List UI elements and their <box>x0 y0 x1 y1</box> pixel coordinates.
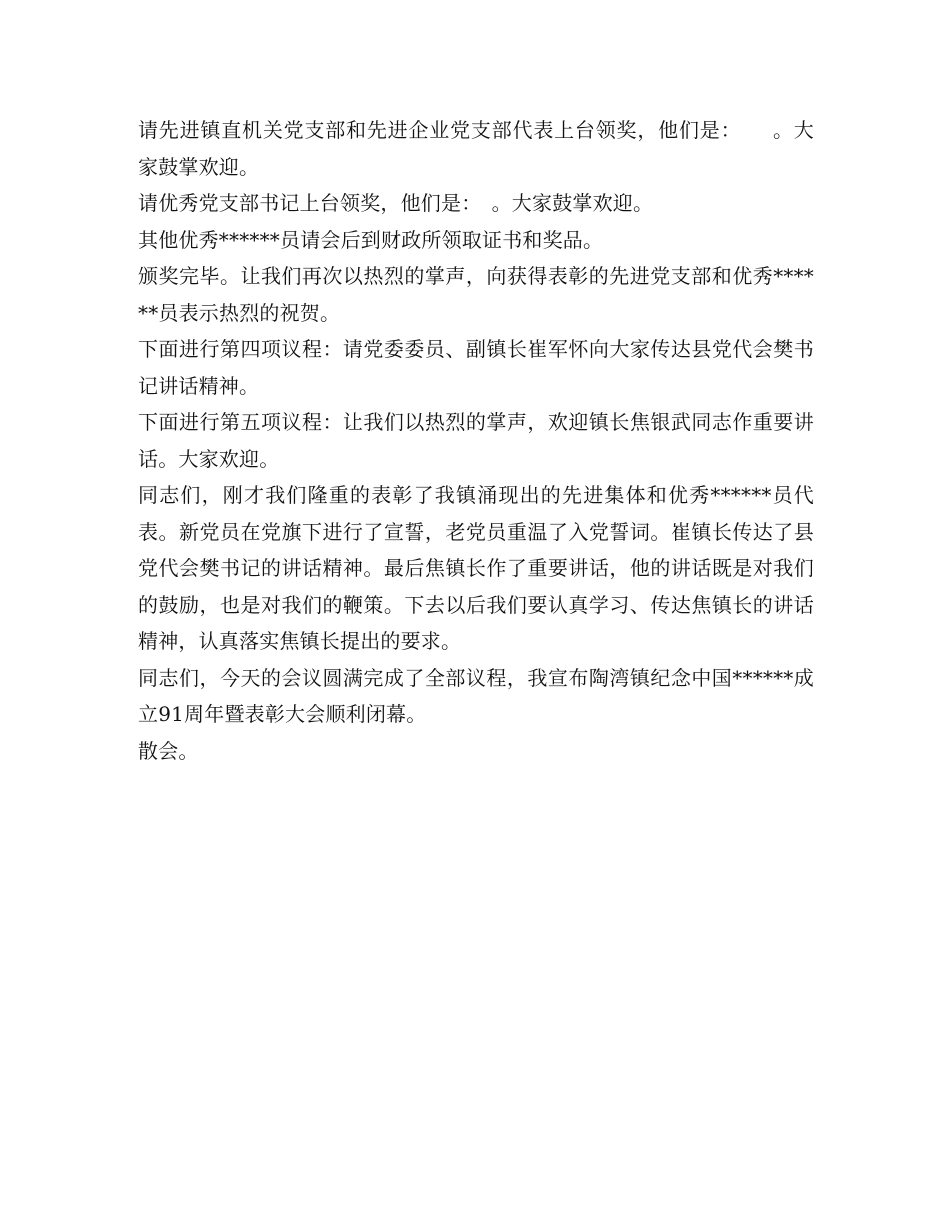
paragraph-award-branches: 请先进镇直机关党支部和先进企业党支部代表上台领奖，他们是： 。大家鼓掌欢迎。 <box>138 118 814 179</box>
paragraph-award-secretaries: 请优秀党支部书记上台领奖，他们是： 。大家鼓掌欢迎。 <box>138 191 654 215</box>
paragraph-closing: 同志们，今天的会议圆满完成了全部议程，我宣布陶湾镇纪念中国******成立91周年暨表彰大会顺利闭幕。 <box>138 665 814 726</box>
paragraph-agenda-item-five: 下面进行第五项议程：让我们以热烈的掌声，欢迎镇长焦银武同志作重要讲话。大家欢迎。 <box>138 410 814 471</box>
document-body <box>138 112 814 769</box>
paragraph-awards-complete: 颁奖完毕。让我们再次以热烈的掌声，向获得表彰的先进党支部和优秀******员表示热烈的祝贺。 <box>138 264 814 325</box>
paragraph-summary: 同志们，刚才我们隆重的表彰了我镇涌现出的先进集体和优秀******员代表。新党员在党旗下进行了宣誓，老党员重温了入党誓词。崔镇长传达了县党代会樊书记的讲话精神。最后焦镇长作了重要讲话，他的讲话既是对我们的鼓励，也是对我们的鞭策。下去以后我们要认真学习、传达焦镇长的讲话精神，认真落实焦镇长提出的要求。 <box>138 483 814 653</box>
paragraph-collect-certificates: 其他优秀******员请会后到财政所领取证书和奖品。 <box>138 227 604 252</box>
paragraph-adjourn: 散会。 <box>138 738 199 763</box>
paragraph-agenda-item-four: 下面进行第四项议程：请党委委员、副镇长崔军怀向大家传达县党代会樊书记讲话精神。 <box>138 337 814 398</box>
